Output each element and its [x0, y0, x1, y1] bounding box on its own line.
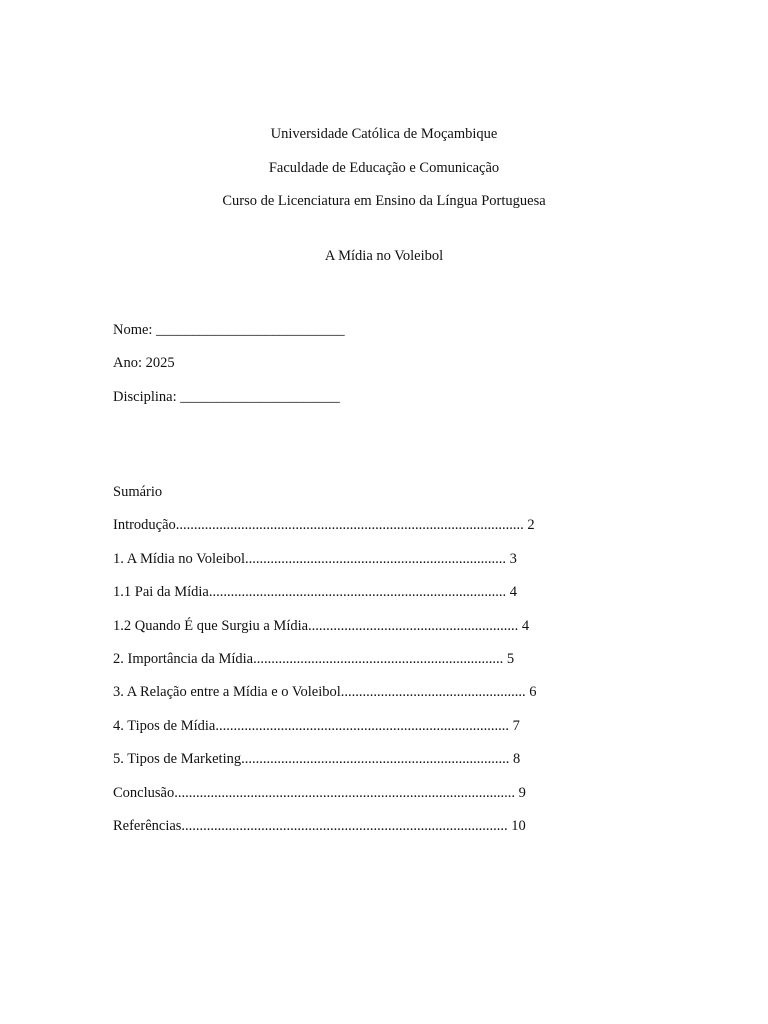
document-title: A Mídia no Voleibol — [324, 248, 444, 264]
toc-entry: 1.1 Pai da Mídia.................................................................................. 4 — [113, 584, 517, 600]
toc-entry: Conclusão.............................................................................................. 9 — [113, 785, 526, 801]
year-field: Ano: 2025 — [113, 355, 175, 371]
toc-entry: 1. A Mídia no Voleibol........................................................................ 3 — [113, 551, 517, 567]
name-field: Nome: __________________________ — [113, 322, 345, 338]
toc-entry: Introdução................................................................................................ 2 — [113, 517, 535, 533]
faculty-name: Faculdade de Educação e Comunicação — [268, 160, 500, 176]
course-name: Curso de Licenciatura em Ensino da Língua Portuguesa — [222, 193, 546, 209]
toc-entry: 5. Tipos de Marketing.......................................................................... 8 — [113, 751, 521, 767]
toc-entry: 1.2 Quando É que Surgiu a Mídia.......................................................... 4 — [113, 618, 530, 634]
toc-heading: Sumário — [113, 484, 163, 500]
toc-entry: 4. Tipos de Mídia................................................................................. 7 — [113, 718, 520, 734]
university-name: Universidade Católica de Moçambique — [270, 126, 498, 142]
discipline-field: Disciplina: ______________________ — [113, 389, 340, 405]
toc-entry: Referências.......................................................................................... 10 — [113, 818, 526, 834]
toc-entry: 3. A Relação entre a Mídia e o Voleibol................................................... 6 — [113, 684, 537, 700]
toc-entry: 2. Importância da Mídia..................................................................... 5 — [113, 651, 515, 667]
